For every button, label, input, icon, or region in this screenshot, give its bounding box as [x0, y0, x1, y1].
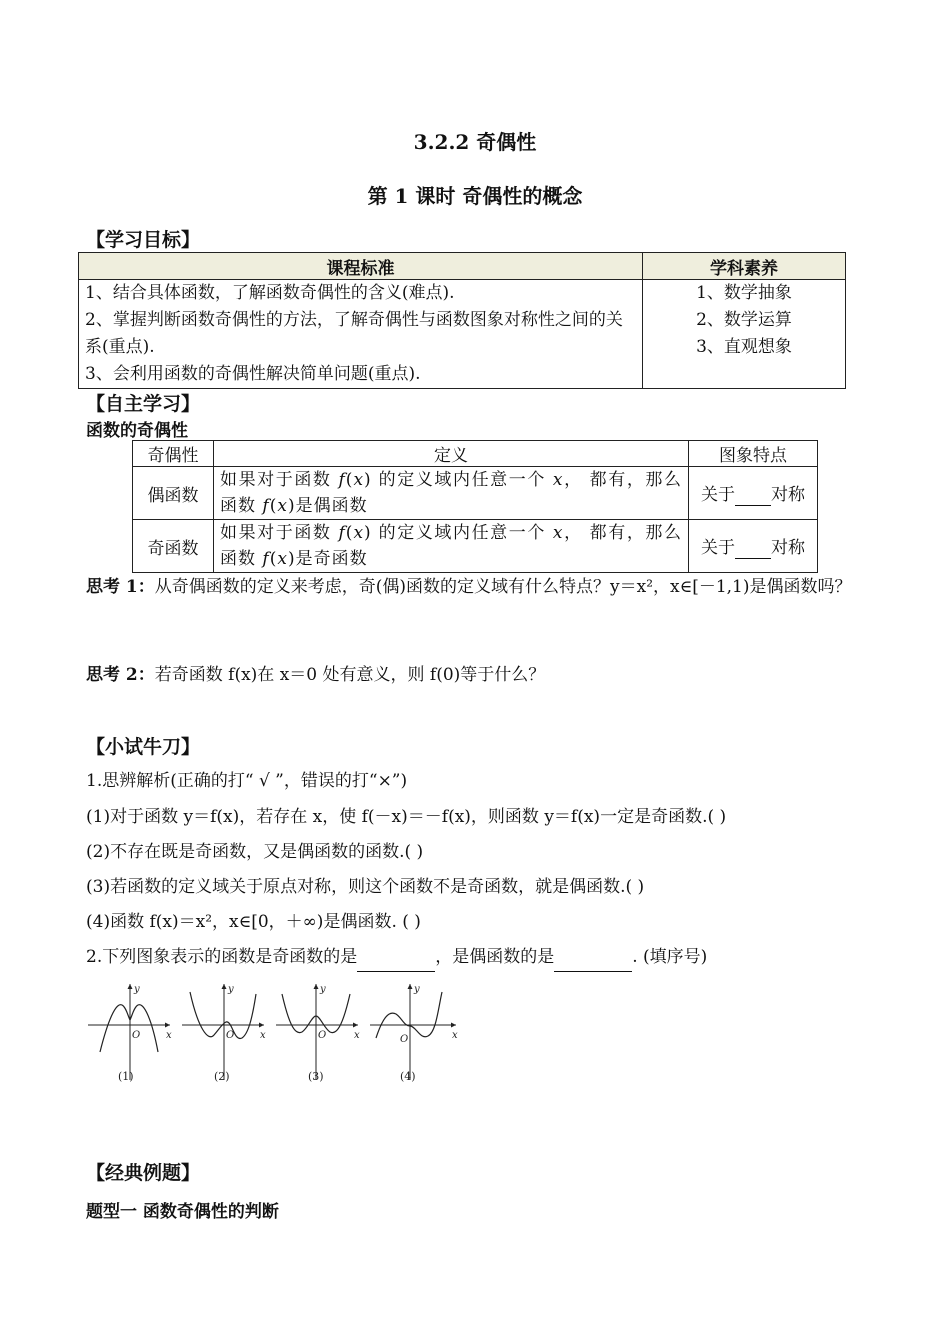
table-row	[133, 520, 818, 573]
objectives-table	[78, 252, 846, 389]
objectives-heading: 【学习目标】	[86, 229, 201, 251]
question-1-item: (1)对于函数 y＝f(x)，若存在 x，使 f(－x)＝－f(x)，则函数 y＝f(x)一定是奇函数.( )	[86, 807, 727, 827]
question-1-item: (4)函数 f(x)＝x²，x∈[0，＋∞)是偶函数. ( )	[86, 912, 421, 932]
section-title: 3.2.2 奇偶性	[413, 130, 537, 154]
graph-4	[370, 984, 458, 1080]
parity-graph-feature: 关于 对称	[689, 520, 818, 573]
literacy-item: 1、数学抽象	[696, 283, 792, 303]
example-type-1: 题型一 函数奇偶性的判断	[86, 1202, 279, 1222]
self-study-subheading: 函数的奇偶性	[86, 421, 188, 441]
graph-label: (4)	[400, 1070, 416, 1083]
svg-text:O: O	[226, 1030, 235, 1041]
svg-text:x: x	[260, 1030, 266, 1041]
question-2: 2.下列图象表示的函数是奇函数的是 ，是偶函数的是 . (填序号)	[86, 944, 707, 972]
svg-text:y: y	[320, 984, 326, 995]
col-standard-header: 课程标准	[79, 253, 643, 280]
parity-graph-feature: 关于 对称	[689, 467, 818, 520]
standard-item: 3、会利用函数的奇偶性解决简单问题(重点).	[85, 364, 421, 384]
parity-table	[132, 440, 818, 573]
question-1-item: (3)若函数的定义域关于原点对称，则这个函数不是奇函数，就是偶函数.( )	[86, 877, 645, 897]
parity-definition: 如果对于函数 f(x) 的定义域内任意一个 x， 都有，那么函数 f(x)是偶函数	[214, 467, 689, 520]
svg-text:x: x	[166, 1030, 172, 1041]
graph-2	[182, 984, 266, 1080]
standards-cell	[79, 280, 643, 389]
question-1-item: (2)不存在既是奇函数，又是偶函数的函数.( )	[86, 842, 424, 862]
col-parity-header: 奇偶性	[133, 441, 214, 467]
parity-name: 奇函数	[133, 520, 214, 573]
self-study-heading: 【自主学习】	[86, 393, 201, 415]
parity-definition: 如果对于函数 f(x) 的定义域内任意一个 x， 都有，那么函数 f(x)是奇函数	[214, 520, 689, 573]
graph-3	[276, 984, 360, 1080]
svg-text:y: y	[228, 984, 234, 995]
graph-1	[88, 984, 172, 1080]
svg-text:y: y	[134, 984, 140, 995]
svg-text:O: O	[132, 1030, 141, 1041]
table-row	[133, 467, 818, 520]
graph-label: (1)	[118, 1070, 134, 1083]
literacy-item: 2、数学运算	[696, 310, 792, 330]
col-literacy-header: 学科素养	[643, 253, 846, 280]
svg-text:x: x	[452, 1030, 458, 1041]
literacy-cell	[643, 280, 846, 389]
col-graph-header: 图象特点	[689, 441, 818, 467]
standard-item: 1、结合具体函数，了解函数奇偶性的含义(难点).	[85, 283, 455, 303]
graph-label: (3)	[308, 1070, 324, 1083]
svg-text:O: O	[318, 1030, 327, 1041]
practice-heading: 【小试牛刀】	[86, 736, 201, 758]
col-definition-header: 定义	[214, 441, 689, 467]
parity-name: 偶函数	[133, 467, 214, 520]
standard-item: 2、掌握判断函数奇偶性的方法，了解奇偶性与函数图象对称性之间的关系(重点).	[85, 310, 623, 357]
svg-text:x: x	[354, 1030, 360, 1041]
function-graphs	[86, 980, 466, 1090]
literacy-item: 3、直观想象	[696, 337, 792, 357]
question-1: 1.思辨解析(正确的打“ √ ”，错误的打“×”)	[86, 771, 408, 791]
svg-text:y: y	[414, 984, 420, 995]
examples-heading: 【经典例题】	[86, 1162, 201, 1184]
think-1: 思考 1：从奇偶函数的定义来考虑，奇(偶)函数的定义域有什么特点？y＝x²，x∈[－1,1)是偶函数吗？	[86, 577, 852, 597]
think-2: 思考 2：若奇函数 f(x)在 x＝0 处有意义，则 f(0)等于什么？	[86, 665, 546, 685]
graph-label: (2)	[214, 1070, 230, 1083]
svg-text:O: O	[400, 1034, 409, 1045]
lesson-title: 第 1 课时 奇偶性的概念	[367, 184, 583, 208]
